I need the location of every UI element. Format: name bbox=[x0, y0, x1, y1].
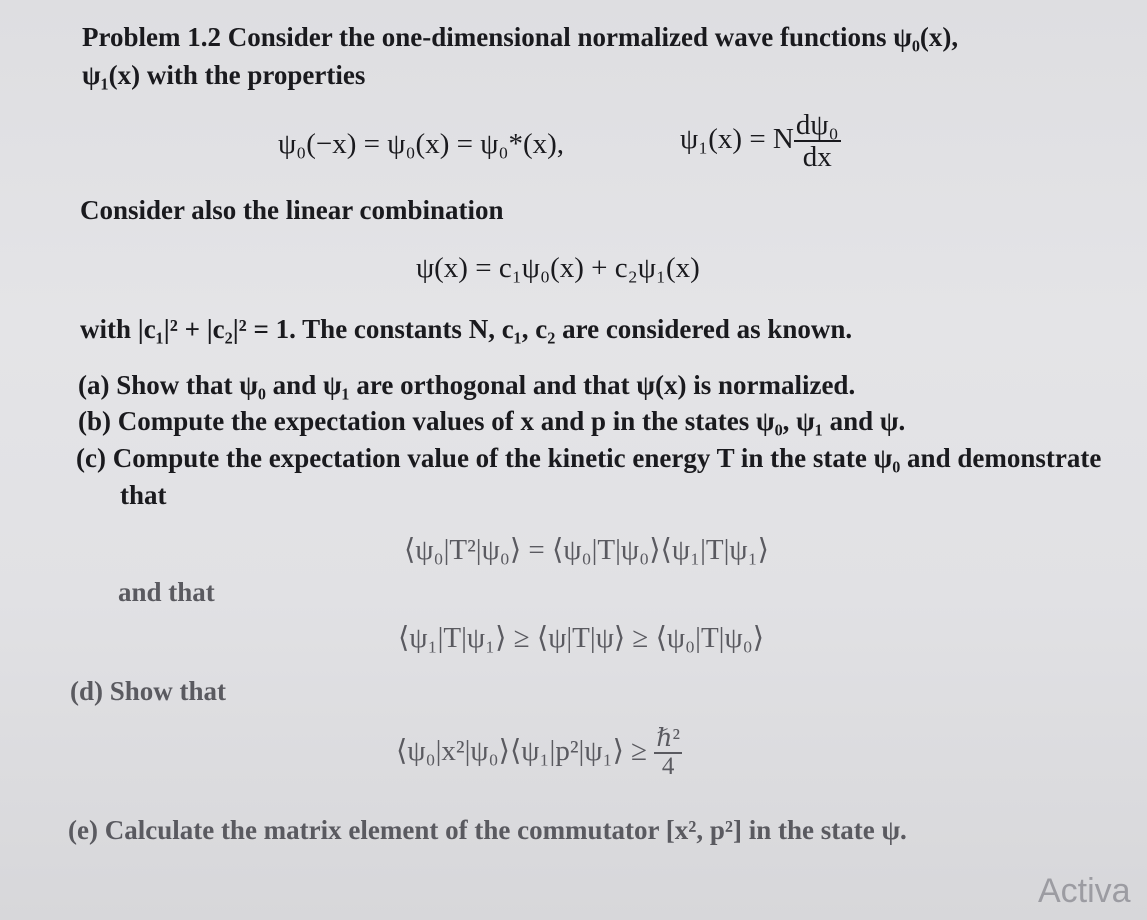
part-e: (e) Calculate the matrix element of the commutator [x², p²] in the state ψ. bbox=[68, 815, 907, 845]
part-a: (a) Show that ψ₀ and ψ₁ are orthogonal and that ψ(x) is normalized. bbox=[78, 370, 856, 400]
part-c-line1: (c) Compute the expectation value of the kinetic energy T in the state ψ₀ and demonstrate bbox=[76, 443, 1102, 473]
equation-t-squared: ⟨ψ₀|T²|ψ₀⟩ = ⟨ψ₀|T|ψ₀⟩⟨ψ₁|T|ψ₁⟩ bbox=[404, 534, 769, 566]
eq1-prefix: ψ₁(x) = N bbox=[680, 123, 794, 156]
equation-kinetic-inequality: ⟨ψ₁|T|ψ₁⟩ ≥ ⟨ψ|T|ψ⟩ ≥ ⟨ψ₀|T|ψ₀⟩ bbox=[398, 622, 765, 654]
hbar-squared: ℏ² bbox=[656, 725, 680, 752]
derivative-numerator: dψ₀ bbox=[795, 109, 839, 141]
equation-linear-combination: ψ(x) = c₁ψ₀(x) + c₂ψ₁(x) bbox=[416, 252, 700, 284]
equation-psi1-definition bbox=[680, 110, 841, 173]
equation-symmetry: ψ₀(−x) = ψ₀(x) = ψ₀*(x), bbox=[278, 128, 565, 160]
consider-line: Consider also the linear combination bbox=[80, 195, 504, 225]
part-b: (b) Compute the expectation values of x and p in the states ψ₀, ψ₁ and ψ. bbox=[78, 406, 906, 436]
four-denominator: 4 bbox=[654, 752, 682, 780]
derivative-fraction bbox=[794, 110, 841, 173]
derivative-denominator: dx bbox=[794, 140, 841, 172]
problem-intro-line2: ψ₁(x) with the properties bbox=[82, 60, 366, 90]
part-d: (d) Show that bbox=[70, 676, 227, 706]
and-that-text: and that bbox=[118, 577, 215, 607]
constraint-line: with |c₁|² + |c₂|² = 1. The constants N, c₁, c₂ are considered as known. bbox=[80, 314, 853, 344]
activate-watermark: Activa bbox=[1038, 872, 1131, 910]
hbar-fraction bbox=[654, 726, 682, 781]
eq5-left: ⟨ψ₀|x²|ψ₀⟩⟨ψ₁|p²|ψ₁⟩ ≥ bbox=[396, 734, 648, 767]
problem-title: Problem 1.2 bbox=[82, 22, 221, 52]
part-c-line2: that bbox=[120, 480, 167, 510]
problem-intro-line1 bbox=[82, 20, 958, 54]
intro-text: Consider the one-dimensional normalized wave functions ψ₀(x), bbox=[227, 22, 959, 52]
equation-uncertainty bbox=[396, 726, 682, 781]
